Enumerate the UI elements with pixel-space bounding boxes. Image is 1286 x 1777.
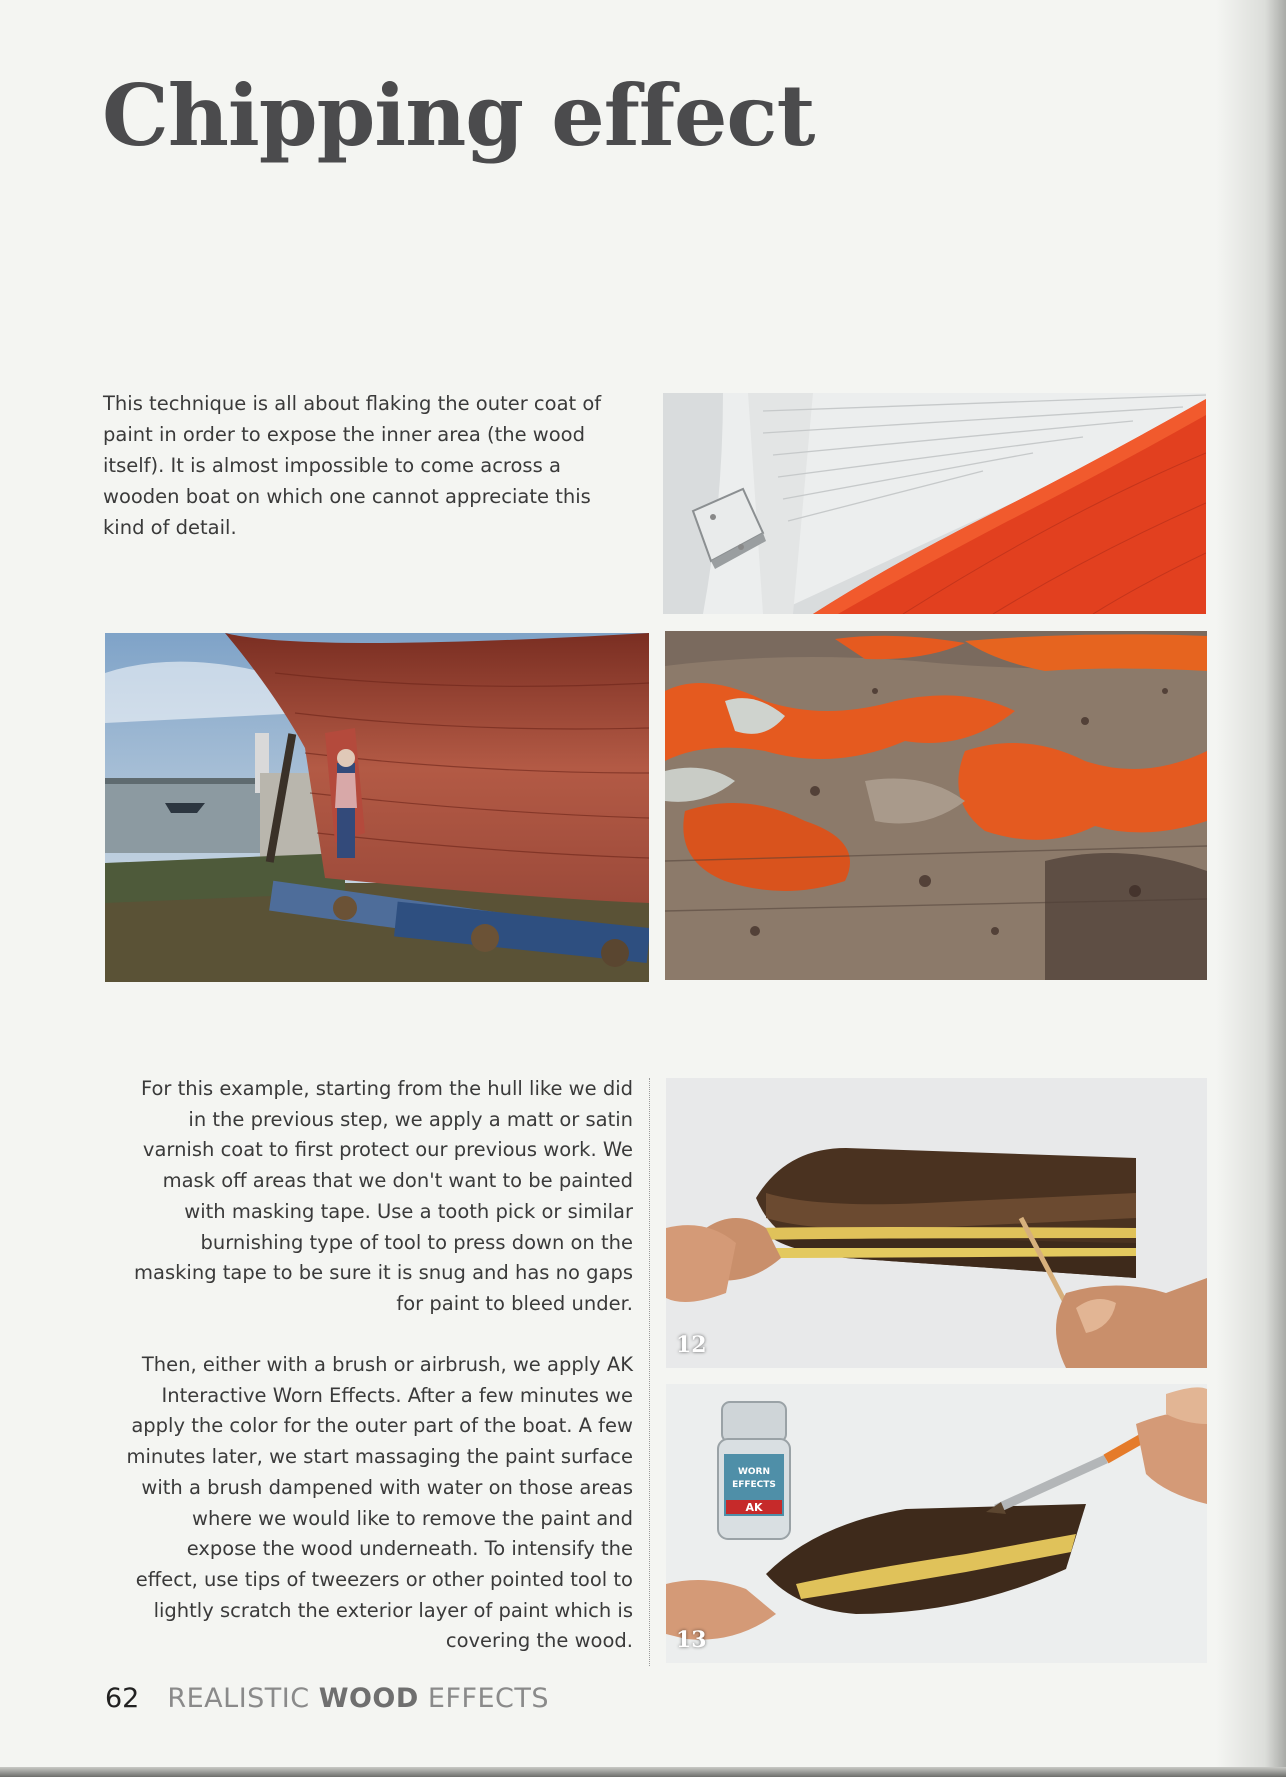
page-title: Chipping effect <box>102 66 815 165</box>
book-title: REALISTIC WOOD EFFECTS <box>167 1683 550 1714</box>
svg-text:EFFECTS: EFFECTS <box>732 1480 776 1490</box>
worn-effects-bottle-icon <box>718 1402 790 1539</box>
photo-boat-hull-drydock <box>105 633 649 982</box>
step-13-label: 13 <box>676 1627 707 1653</box>
photo-step-13-worn-effects <box>666 1384 1207 1663</box>
page-edge-shadow <box>1216 0 1286 1777</box>
step-paragraph-worn-effects: Then, either with a brush or airbrush, we apply AK Interactive Worn Effects. After a few minutes we apply the color for the outer part of the boat. A few minutes later, we start massaging the paint surface with a brush dampened with water on those areas where we would like to remove the paint and expose the wood underneath. To intensify the effect, use tips of tweezers or other pointed tool to lightly scratch the exterior layer of paint which is covering the wood. <box>126 1353 633 1653</box>
intro-paragraph: This technique is all about flaking the outer coat of paint in order to expose the inner area (the wood itself). It is almost impossible to come across a wooden boat on which one cannot appreciate this kind of detail. <box>103 392 602 539</box>
photo-chipped-paint-texture <box>665 631 1207 980</box>
svg-text:WORN: WORN <box>737 1467 771 1477</box>
page-bottom-edge <box>0 1767 1286 1777</box>
page-number: 62 <box>105 1683 140 1714</box>
step-12-label: 12 <box>676 1332 707 1358</box>
page-footer <box>105 1683 549 1714</box>
svg-text:AK: AK <box>745 1501 763 1514</box>
photo-step-12-masking-tape <box>666 1078 1207 1368</box>
photo-boat-bow <box>663 393 1206 614</box>
step-paragraph-masking: For this example, starting from the hull like we did in the previous step, we apply a matt or satin varnish coat to first protect our previous work. We mask off areas that we don't want to be painted with masking tape. Use a tooth pick or similar burnishing type of tool to press down on the masking tape to be sure it is snug and has no gaps for paint to bleed under. <box>134 1077 633 1315</box>
column-divider <box>649 1078 650 1666</box>
